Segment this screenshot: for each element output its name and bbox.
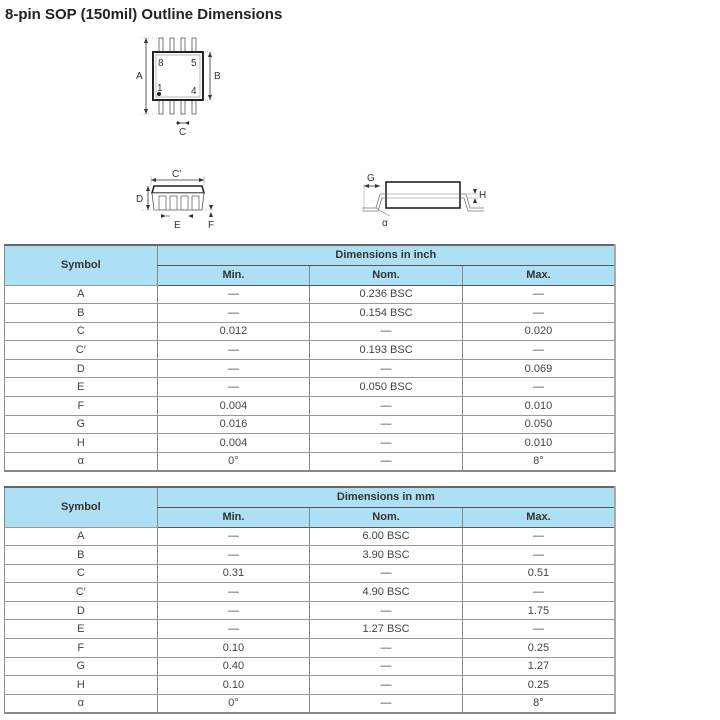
min-cell: 0° [157,694,310,713]
col-nom-header: Nom. [310,507,463,527]
table-row [5,583,616,602]
max-cell: — [462,285,615,304]
nom-cell: 1.27 BSC [310,620,463,639]
label-pin8: 8 [158,58,164,69]
table-row [5,527,616,546]
max-cell: 0.25 [462,639,615,658]
page-title: 8-pin SOP (150mil) Outline Dimensions [5,6,283,23]
min-cell: 0.10 [157,639,310,658]
min-cell: — [157,546,310,565]
label-C: C [179,127,187,138]
label-B: B [214,71,221,82]
nom-cell: 0.050 BSC [310,378,463,397]
min-cell: 0.31 [157,564,310,583]
min-cell: — [157,601,310,620]
table-row [5,304,616,323]
nom-cell: — [310,657,463,676]
max-cell: 0.010 [462,397,615,416]
max-cell: 1.27 [462,657,615,676]
min-cell: 0.004 [157,397,310,416]
max-cell: — [462,546,615,565]
min-cell: — [157,620,310,639]
max-cell: 8° [462,452,615,471]
col-max-header: Max. [462,507,615,527]
min-cell: — [157,583,310,602]
group-header: Dimensions in inch [157,245,615,265]
label-A: A [136,71,143,82]
max-cell: — [462,527,615,546]
nom-cell: 0.236 BSC [310,285,463,304]
symbol-cell: F [5,397,158,416]
nom-cell: — [310,452,463,471]
symbol-cell: A [5,285,158,304]
symbol-cell: D [5,601,158,620]
label-H: H [479,190,487,201]
min-cell: 0.016 [157,415,310,434]
symbol-cell: H [5,434,158,453]
nom-cell: — [310,694,463,713]
label-pin5: 5 [191,58,197,69]
table-row [5,546,616,565]
symbol-cell: H [5,676,158,695]
max-cell: 8° [462,694,615,713]
symbol-header: Symbol [5,245,158,285]
nom-cell: — [310,639,463,658]
min-cell: — [157,378,310,397]
symbol-cell: D [5,359,158,378]
table-row [5,359,616,378]
max-cell: 0.010 [462,434,615,453]
table-row [5,378,616,397]
table-row [5,676,616,695]
max-cell: — [462,583,615,602]
max-cell: 0.25 [462,676,615,695]
symbol-cell: C′ [5,341,158,360]
top-view-diagram [132,34,232,140]
side-view-diagram [358,170,494,230]
min-cell: 0.40 [157,657,310,676]
max-cell: — [462,341,615,360]
table-row [5,452,616,471]
nom-cell: — [310,434,463,453]
label-alpha: α [382,218,388,229]
col-min-header: Min. [157,265,310,285]
table-row [5,285,616,304]
min-cell: 0.10 [157,676,310,695]
symbol-cell: E [5,378,158,397]
symbol-cell: α [5,694,158,713]
table-row [5,657,616,676]
symbol-cell: B [5,546,158,565]
table-row [5,434,616,453]
label-pin4: 4 [191,86,197,97]
label-D: D [136,194,144,205]
col-min-header: Min. [157,507,310,527]
label-G: G [367,173,375,184]
nom-cell: — [310,415,463,434]
min-cell: 0.012 [157,322,310,341]
symbol-cell: B [5,304,158,323]
nom-cell: — [310,601,463,620]
table-row [5,415,616,434]
group-header: Dimensions in mm [157,487,615,507]
min-cell: — [157,359,310,378]
min-cell: — [157,527,310,546]
min-cell: — [157,341,310,360]
symbol-cell: C [5,564,158,583]
min-cell: — [157,285,310,304]
nom-cell: 3.90 BSC [310,546,463,565]
max-cell: — [462,378,615,397]
symbol-cell: A [5,527,158,546]
nom-cell: — [310,359,463,378]
symbol-header: Symbol [5,487,158,527]
table-row [5,620,616,639]
label-E: E [174,220,181,231]
front-view-diagram [132,166,222,232]
max-cell: — [462,304,615,323]
label-pin1: 1 [157,83,163,94]
symbol-cell: G [5,415,158,434]
col-max-header: Max. [462,265,615,285]
table-row [5,694,616,713]
min-cell: 0.004 [157,434,310,453]
table-row [5,564,616,583]
symbol-cell: F [5,639,158,658]
min-cell: — [157,304,310,323]
max-cell: 1.75 [462,601,615,620]
max-cell: 0.020 [462,322,615,341]
label-Cprime: C' [172,169,182,180]
max-cell: 0.050 [462,415,615,434]
max-cell: 0.069 [462,359,615,378]
nom-cell: 0.193 BSC [310,341,463,360]
min-cell: 0° [157,452,310,471]
max-cell: 0.51 [462,564,615,583]
symbol-cell: C′ [5,583,158,602]
symbol-cell: C [5,322,158,341]
table-row [5,322,616,341]
nom-cell: 4.90 BSC [310,583,463,602]
nom-cell: 0.154 BSC [310,304,463,323]
table-row [5,639,616,658]
label-F: F [208,220,215,231]
nom-cell: — [310,564,463,583]
col-nom-header: Nom. [310,265,463,285]
nom-cell: — [310,676,463,695]
table-row [5,601,616,620]
table-row [5,397,616,416]
symbol-cell: α [5,452,158,471]
max-cell: — [462,620,615,639]
nom-cell: 6.00 BSC [310,527,463,546]
dimensions-mm-table [4,486,616,714]
table-row [5,341,616,360]
symbol-cell: E [5,620,158,639]
nom-cell: — [310,322,463,341]
dimensions-inch-table [4,244,616,472]
nom-cell: — [310,397,463,416]
symbol-cell: G [5,657,158,676]
